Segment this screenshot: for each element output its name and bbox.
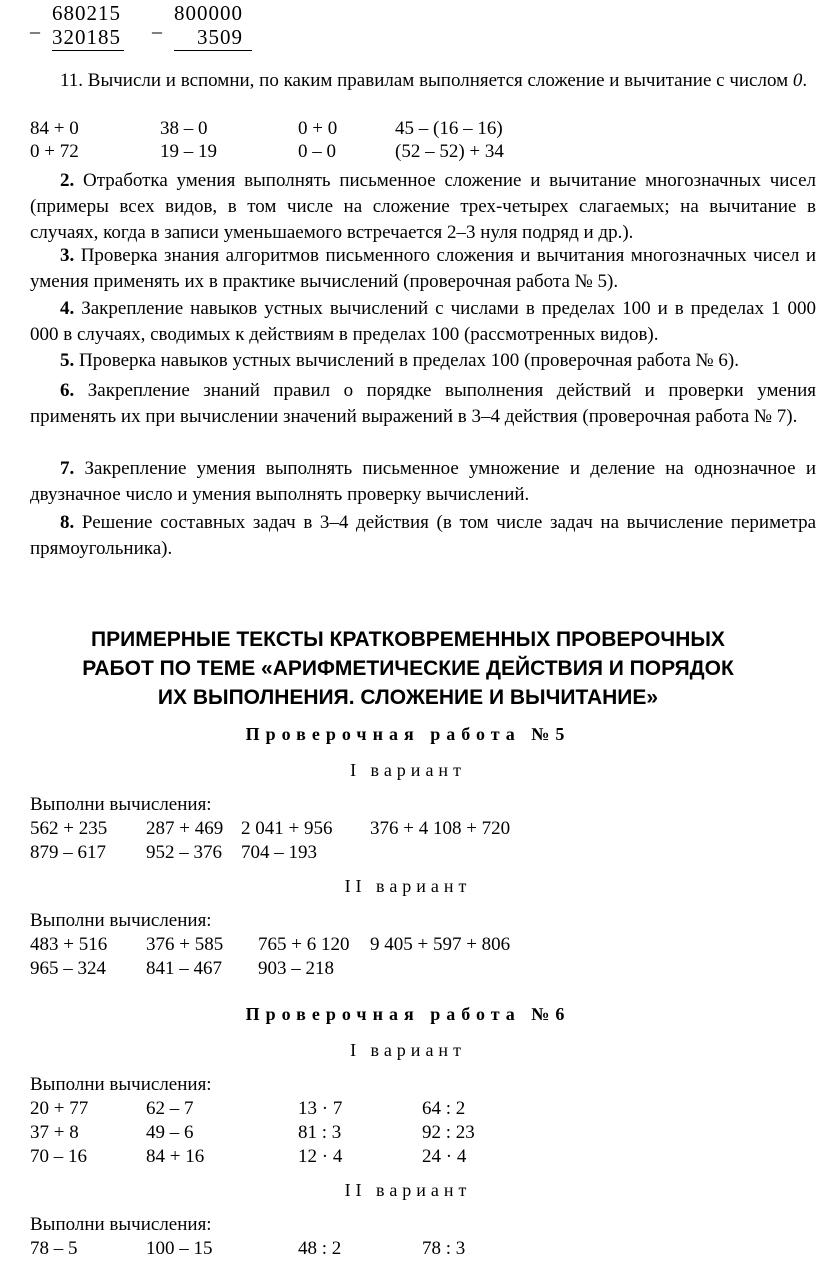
expression: 376 + 585 [146,934,224,955]
item-text: Проверка знания алгоритмов письменного сложения и вычитания многозначных чисел и умения применять их в практике вычислений (проверочная работа № 5). [30,245,816,292]
item-8 [0,510,816,562]
task-11-end: . [802,70,808,91]
minus-sign: _ [152,14,162,36]
section-heading-line-1: ПРИМЕРНЫЕ ТЕКСТЫ КРАТКОВРЕМЕННЫХ ПРОВЕРОЧНЫХ [91,628,725,651]
expression: 765 + 6 120 [258,934,350,955]
expression: 92 : 23 [422,1122,475,1143]
item-text: Закрепление навыков устных вычислений с числами в пределах 100 и в пределах 1 000 000 в случаях, сводимых к действиям в пределах 100 (рассмотренных видов). [30,298,816,345]
expression: 100 – 15 [146,1238,213,1259]
task-11-label: 11. [60,70,84,91]
expression: 287 + 469 [146,818,224,839]
expression: 2 041 + 956 [241,818,333,839]
work-5-v2-instruction: Выполни вычисления: [30,910,212,931]
expression: 37 + 8 [30,1122,79,1143]
task-11-zero: 0 [792,70,803,91]
item-text: Закрепление знаний правил о порядке выполнения действий и проверки умения применять их при вычислении значений выражений в 3–4 действия (проверочная работа № 7). [30,380,816,427]
expression: 84 + 0 [30,118,79,139]
section-heading-line-2: РАБОТ ПО ТЕМЕ «АРИФМЕТИЧЕСКИЕ ДЕЙСТВИЯ И ПОРЯДОК [82,657,734,680]
item-number: 3. [60,245,75,266]
item-3 [0,243,816,295]
item-text: Отработка умения выполнять письменное сложение и вычитание многозначных чисел (примеры всех видов, в том числе на сложение трех-четырех слагаемых; на вычитание в случаях, когда в записи уменьшаемого встречается 2–3 нуля подряд и др.). [30,170,816,243]
expression: 62 – 7 [146,1098,194,1119]
item-text: Решение составных задач в 3–4 действия (в том числе задач на вычисление периметра прямоугольника). [30,512,816,559]
expression: 0 + 72 [30,141,79,162]
expression: 64 : 2 [422,1098,466,1119]
item-text: Проверка навыков устных вычислений в пределах 100 (проверочная работа № 6). [79,350,739,371]
item-text: Закрепление умения выполнять письменное умножение и деление на однозначное и двузначное число и умения выполнять проверку вычислений. [30,458,816,505]
work-6-v2-instruction: Выполни вычисления: [30,1214,212,1235]
item-number: 4. [60,298,75,319]
minuend: 800000 [174,1,243,25]
expression: 20 + 77 [30,1098,89,1119]
item-number: 6. [60,380,75,401]
expression: 38 – 0 [160,118,208,139]
expression: 483 + 516 [30,934,108,955]
work-5-variant-2-label: II вариант [344,876,472,896]
minuend: 680215 [52,1,121,25]
expression: 78 – 5 [30,1238,78,1259]
expression: 0 – 0 [298,141,336,162]
expression: 19 – 19 [160,141,217,162]
expression: 879 – 617 [30,842,106,863]
item-number: 7. [60,458,75,479]
subtrahend: 3509 [197,25,243,49]
expression: (52 – 52) + 34 [395,141,504,162]
item-number: 2. [60,170,75,191]
item-6 [0,378,816,430]
expression: 965 – 324 [30,958,106,979]
item-7 [0,456,816,508]
work-6-title: Проверочная работа №6 [245,1004,571,1024]
subtrahend: 320185 [52,25,121,49]
expression: 78 : 3 [422,1238,466,1259]
expression: 12 · 4 [298,1146,343,1167]
item-2 [0,168,816,246]
expression: 70 – 16 [30,1146,87,1167]
expression: 841 – 467 [146,958,222,979]
expression: 48 : 2 [298,1238,342,1259]
expression: 24 · 4 [422,1146,467,1167]
item-4 [0,296,816,348]
expression: 376 + 4 108 + 720 [370,818,511,839]
work-5-variant-1-label: I вариант [350,760,466,780]
expression: 45 – (16 – 16) [395,118,503,139]
underline [174,50,252,51]
expression: 81 : 3 [298,1122,342,1143]
expression: 704 – 193 [241,842,317,863]
section-heading-line-3: ИХ ВЫПОЛНЕНИЯ. СЛОЖЕНИЕ И ВЫЧИТАНИЕ» [157,686,659,709]
item-number: 5. [60,350,75,371]
expression: 952 – 376 [146,842,222,863]
expression: 49 – 6 [146,1122,194,1143]
expression: 562 + 235 [30,818,108,839]
minus-sign: _ [30,14,40,36]
expression: 0 + 0 [298,118,338,139]
expression: 84 + 16 [146,1146,205,1167]
expression: 13 · 7 [298,1098,343,1119]
item-5 [0,348,816,374]
work-6-variant-1-label: I вариант [350,1040,466,1060]
task-11 [0,68,816,94]
expression: 903 – 218 [258,958,334,979]
work-6-variant-2-label: II вариант [344,1180,472,1200]
work-5-v1-instruction: Выполни вычисления: [30,794,212,815]
task-11-text: Вычисли и вспомни, по каким правилам выполняется сложение и вычитание с числом [87,70,789,91]
work-5-title: Проверочная работа №5 [245,724,571,744]
item-number: 8. [60,512,75,533]
underline [52,50,124,51]
work-6-v1-instruction: Выполни вычисления: [30,1074,212,1095]
expression: 9 405 + 597 + 806 [370,934,511,955]
